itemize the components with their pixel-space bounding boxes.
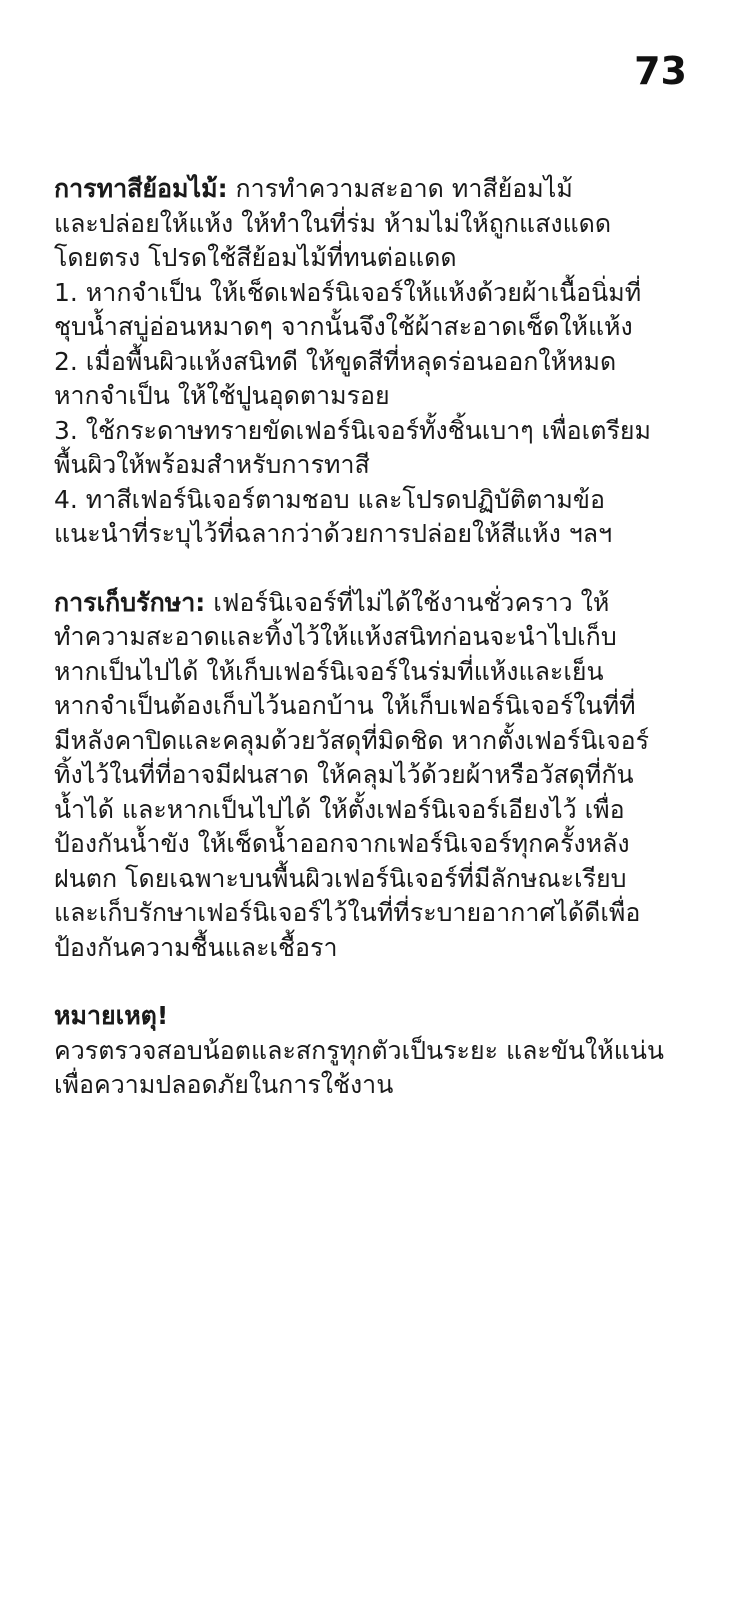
- painting-heading: การทาสีย้อมไม้:: [54, 174, 228, 203]
- painting-intro: การทำความสะอาด ทาสีย้อมไม้: [235, 174, 573, 203]
- storage-line: หากจำเป็นต้องเก็บไว้นอกบ้าน ให้เก็บเฟอร์นิเจอร์ในที่ที่: [54, 691, 636, 720]
- painting-line-1: [54, 172, 704, 207]
- storage-line: ทำความสะอาดและทิ้งไว้ให้แห้งสนิทก่อนจะนำไปเก็บ: [54, 622, 617, 651]
- painting-line: โดยตรง โปรดใช้สีย้อมไม้ที่ทนต่อแดด: [54, 243, 457, 272]
- storage-intro: เฟอร์นิเจอร์ที่ไม่ได้ใช้งานชั่วคราว ให้: [213, 587, 610, 617]
- painting-line: ชุบน้ำสบู่อ่อนหมาดๆ จากนั้นจึงใช้ผ้าสะอาดเช็ดให้แห้ง: [54, 312, 633, 341]
- note-line: เพื่อความปลอดภัยในการใช้งาน: [54, 1070, 394, 1099]
- note-line: ควรตรวจสอบน้อตและสกรูทุกตัวเป็นระยะ และขันให้แน่น: [54, 1035, 664, 1065]
- painting-section: [54, 172, 704, 552]
- storage-line: ฝนตก โดยเฉพาะบนพื้นผิวเฟอร์นิเจอร์ที่มีลักษณะเรียบ: [54, 863, 627, 893]
- manual-content: [54, 172, 704, 1137]
- painting-line: พื้นผิวให้พร้อมสำหรับการทาสี: [54, 450, 370, 479]
- painting-step-4: 4. ทาสีเฟอร์นิเจอร์ตามชอบ และโปรดปฏิบัติตามข้อ: [54, 484, 605, 514]
- storage-line: ทิ้งไว้ในที่ที่อาจมีฝนสาด ให้คลุมไว้ด้วยผ้าหรือวัสดุที่กัน: [54, 760, 634, 789]
- storage-heading: การเก็บรักษา:: [54, 587, 206, 617]
- note-section: [54, 999, 704, 1103]
- storage-line: มีหลังคาปิดและคลุมด้วยวัสดุที่มิดชิด หากตั้งเฟอร์นิเจอร์: [54, 725, 650, 755]
- storage-line: และเก็บรักษาเฟอร์นิเจอร์ไว้ในที่ที่ระบายอากาศได้ดีเพื่อ: [54, 898, 641, 927]
- painting-line: แนะนำที่ระบุไว้ที่ฉลากว่าด้วยการปล่อยให้สีแห้ง ฯลฯ: [54, 519, 613, 548]
- storage-line: ป้องกันความชื้นและเชื้อรา: [54, 932, 338, 962]
- storage-line: หากเป็นไปได้ ให้เก็บเฟอร์นิเจอร์ในร่มที่แห้งและเย็น: [54, 656, 604, 686]
- note-heading: หมายเหตุ!: [54, 1001, 169, 1030]
- storage-line: ป้องกันน้ำขัง ให้เช็ดน้ำออกจากเฟอร์นิเจอร์ทุกครั้งหลัง: [54, 829, 630, 858]
- painting-line: หากจำเป็น ให้ใช้ปูนอุดตามรอย: [54, 381, 390, 410]
- storage-section: [54, 586, 704, 966]
- storage-line-1: [54, 586, 704, 621]
- page-number: 73: [634, 49, 687, 93]
- painting-step-3: 3. ใช้กระดาษทรายขัดเฟอร์นิเจอร์ทั้งชิ้นเบาๆ เพื่อเตรียม: [54, 415, 651, 445]
- painting-line: และปล่อยให้แห้ง ให้ทำในที่ร่ม ห้ามไม่ให้ถูกแสงแดด: [54, 208, 612, 238]
- storage-line: น้ำได้ และหากเป็นไปได้ ให้ตั้งเฟอร์นิเจอร์เอียงไว้ เพื่อ: [54, 794, 625, 824]
- painting-step-1: 1. หากจำเป็น ให้เช็ดเฟอร์นิเจอร์ให้แห้งด้วยผ้าเนื้อนิ่มที่: [54, 277, 642, 307]
- painting-step-2: 2. เมื่อพื้นผิวแห้งสนิทดี ให้ขูดสีที่หลุดร่อนออกให้หมด: [54, 346, 617, 376]
